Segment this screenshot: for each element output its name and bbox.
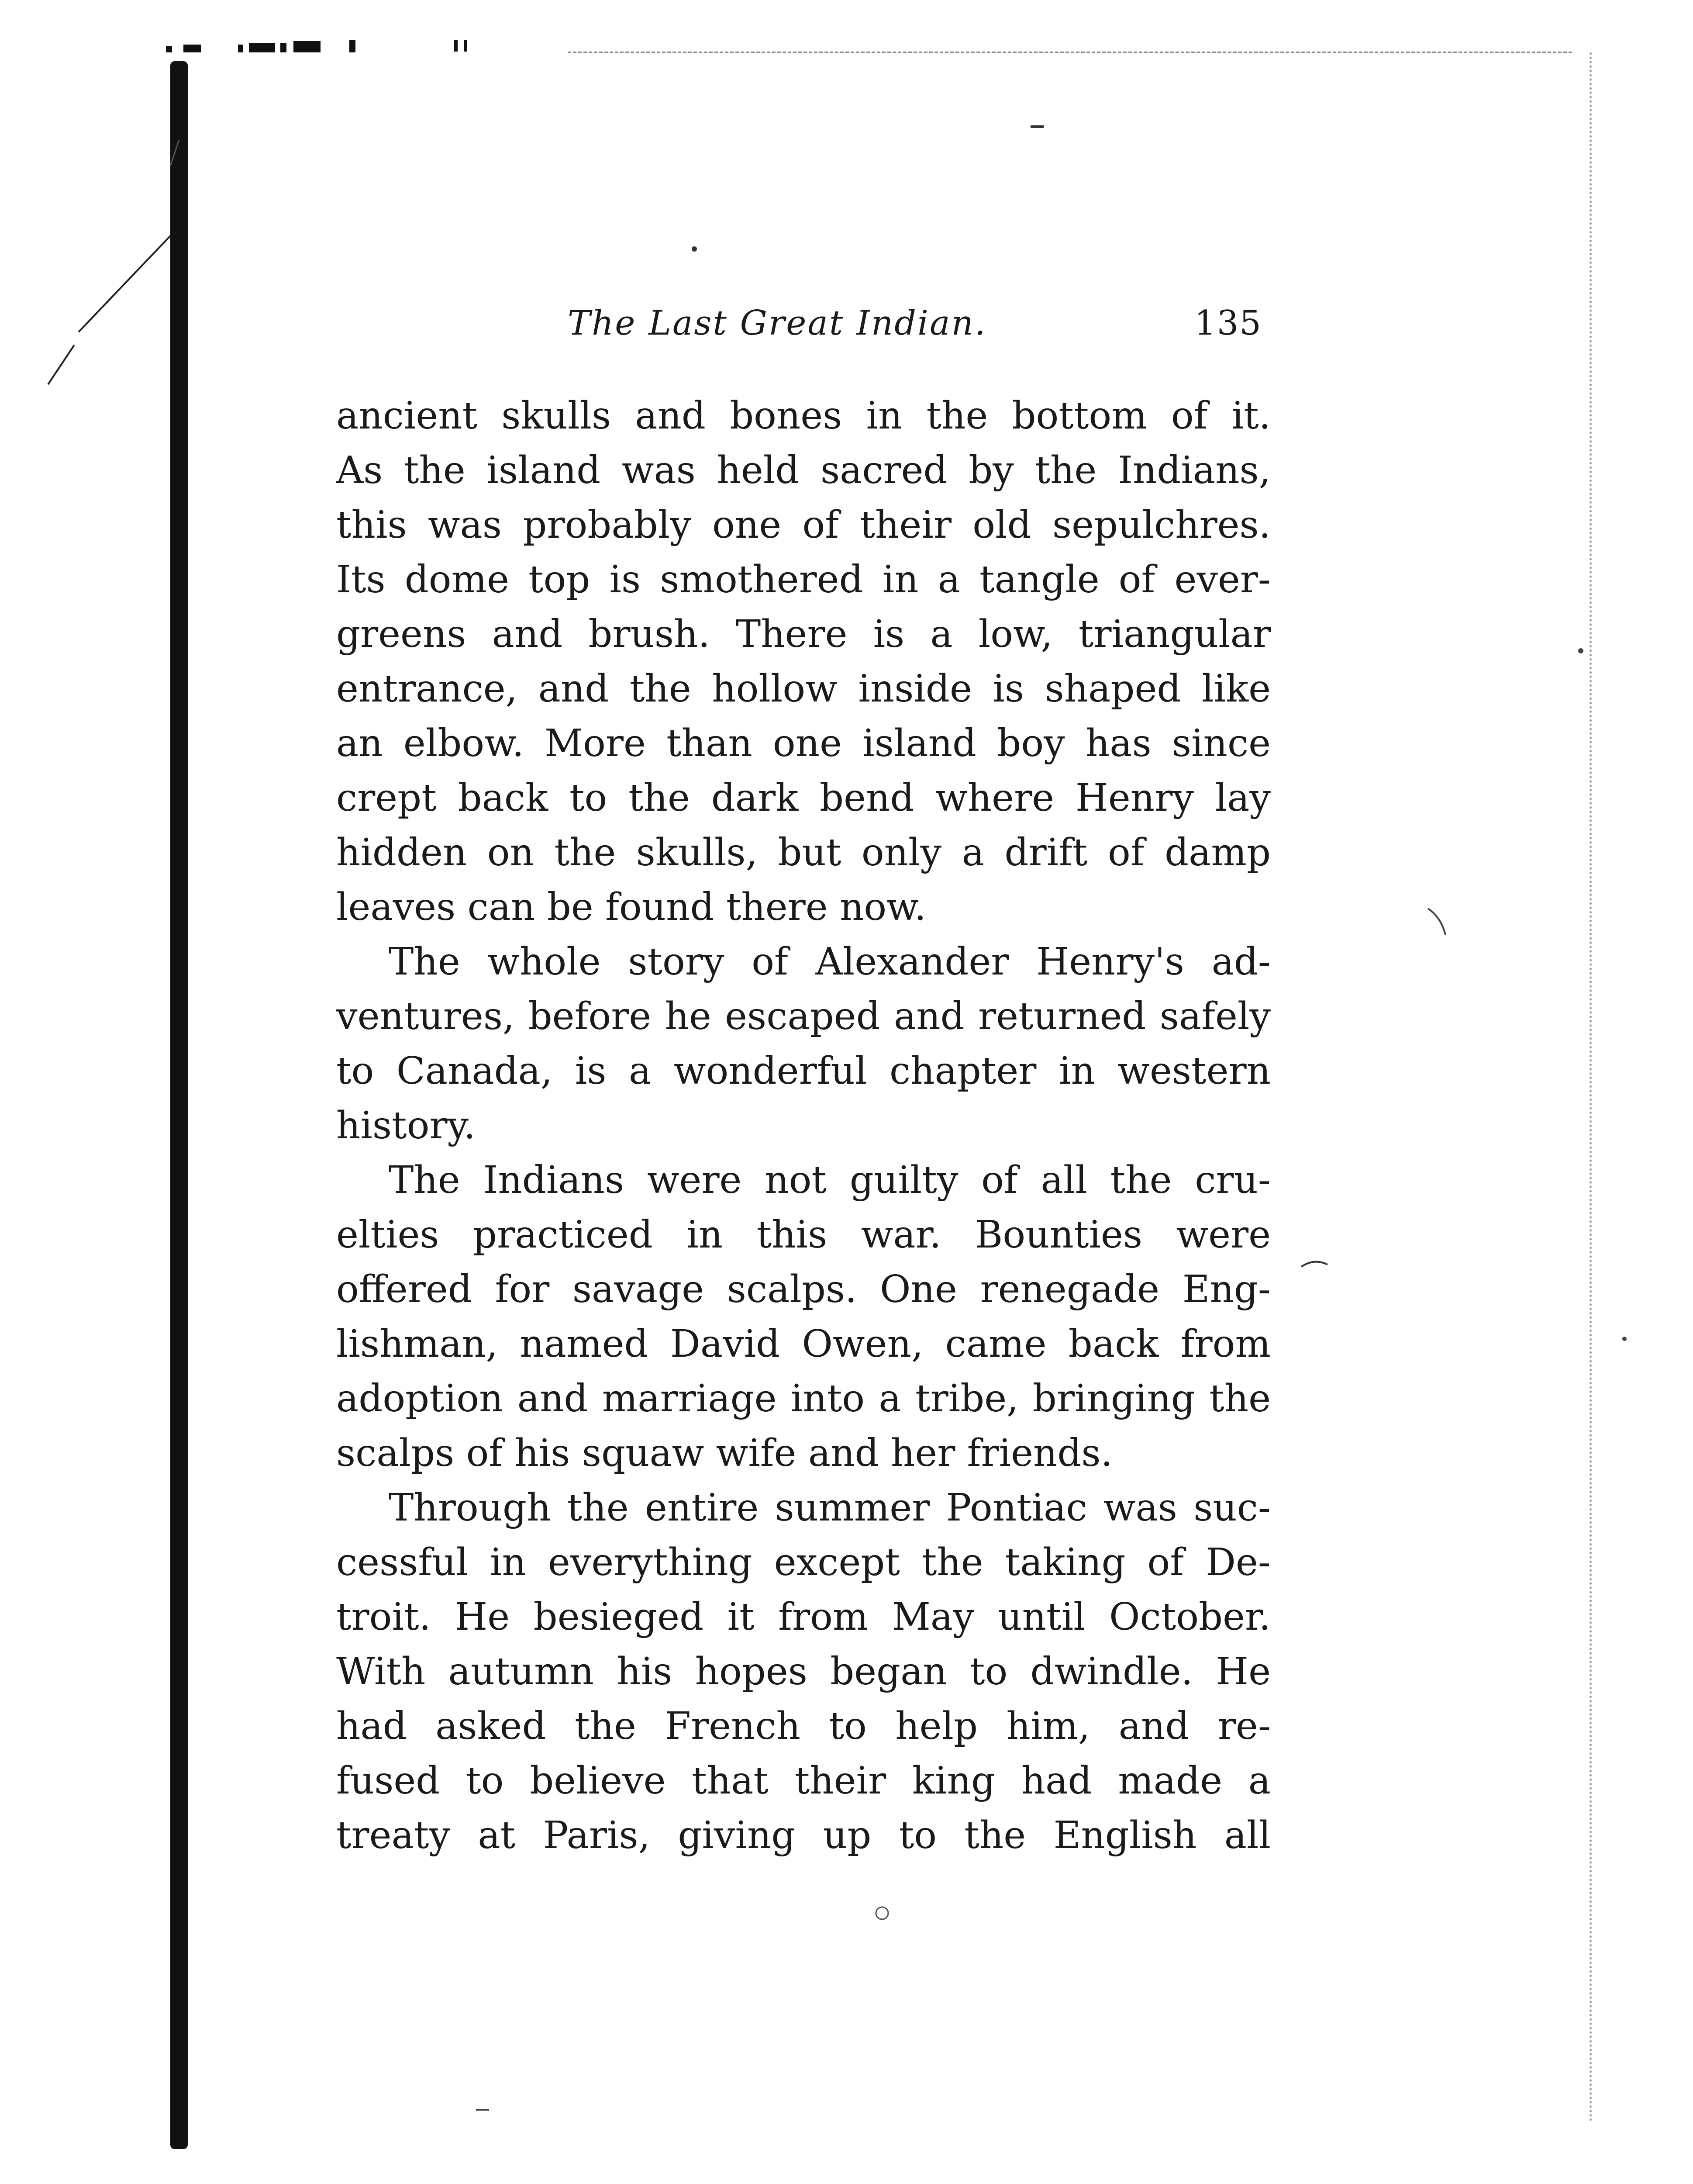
page-number: 135 — [1194, 304, 1262, 343]
text-line: this was probably one of their old sepulchres. — [336, 503, 1271, 547]
text-line: With autumn his hopes began to dwindle. He — [336, 1650, 1271, 1693]
text-line: As the island was held sacred by the Indians, — [336, 449, 1271, 492]
text-line: fused to believe that their king had made a — [336, 1759, 1271, 1803]
text-line: history. — [336, 1104, 476, 1147]
text-line: hidden on the skulls, but only a drift of damp — [336, 831, 1271, 874]
text-line: Through the entire summer Pontiac was suc- — [389, 1486, 1271, 1530]
text-line: leaves can be found there now. — [336, 885, 926, 929]
text-line: entrance, and the hollow inside is shaped like — [336, 667, 1271, 711]
text-line: had asked the French to help him, and re- — [336, 1704, 1271, 1748]
text-line: treaty at Paris, giving up to the English all — [336, 1814, 1271, 1857]
running-title: The Last Great Indian. — [568, 304, 987, 343]
running-head — [568, 297, 1262, 349]
text-line: crept back to the dark bend where Henry lay — [336, 776, 1271, 820]
text-line: elties practiced in this war. Bounties were — [336, 1213, 1271, 1257]
text-line: The Indians were not guilty of all the cru- — [389, 1158, 1271, 1202]
text-line: troit. He besieged it from May until October. — [336, 1595, 1271, 1639]
text-line: scalps of his squaw wife and her friends. — [336, 1431, 1113, 1475]
text-line: The whole story of Alexander Henry's ad- — [389, 940, 1271, 984]
text-line: greens and brush. There is a low, triangular — [336, 612, 1271, 656]
text-line: ancient skulls and bones in the bottom of it. — [336, 394, 1271, 438]
text-line: Its dome top is smothered in a tangle of ever- — [336, 558, 1271, 601]
text-line: to Canada, is a wonderful chapter in western — [336, 1049, 1271, 1093]
text-line: an elbow. More than one island boy has since — [336, 722, 1271, 765]
text-line: adoption and marriage into a tribe, bringing the — [336, 1377, 1271, 1420]
body-text — [336, 389, 1271, 1883]
text-line: lishman, named David Owen, came back from — [336, 1322, 1271, 1366]
text-line: ventures, before he escaped and returned safely — [336, 995, 1271, 1038]
text-line: cessful in everything except the taking of De- — [336, 1541, 1271, 1584]
text-line: offered for savage scalps. One renegade Eng- — [336, 1268, 1271, 1311]
